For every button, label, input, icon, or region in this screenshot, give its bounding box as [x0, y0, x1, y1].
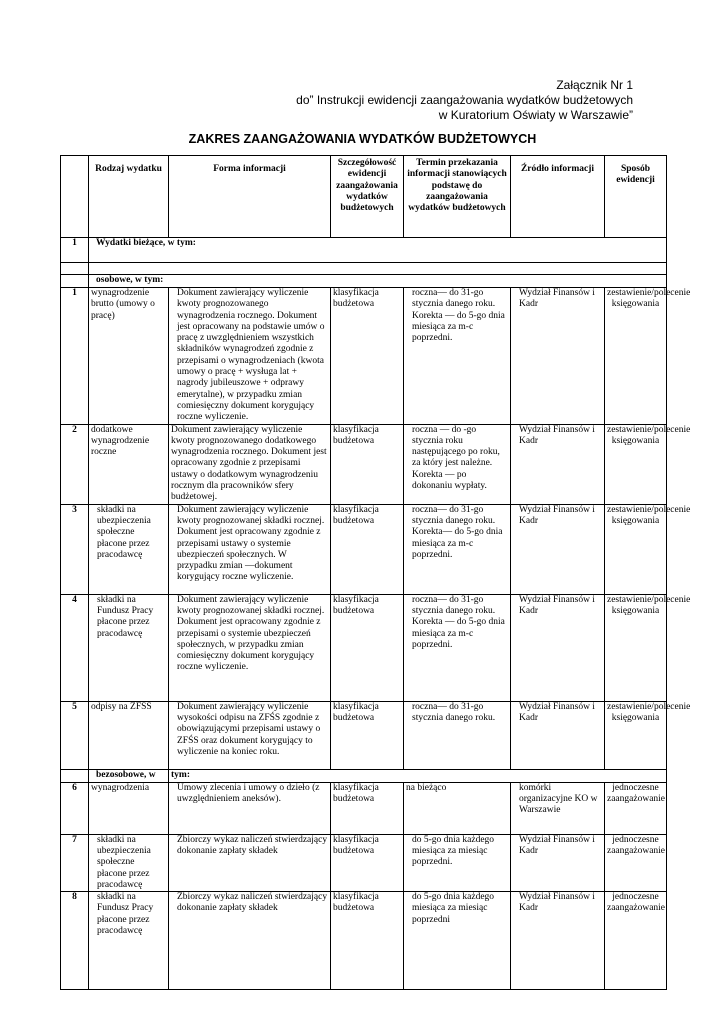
row-recording-method: jednoczesne zaangażowanie [605, 892, 667, 990]
institution-name: w Kuratorium Oświaty w Warszawie” [438, 108, 633, 122]
table-row [61, 834, 667, 891]
row-source: Wydział Finansów i Kadr [511, 834, 605, 891]
row-expense-type: składki na ubezpieczenia społeczne płacone przez pracodawcę [89, 504, 169, 594]
row-source: Wydział Finansów i Kadr [511, 504, 605, 594]
section-label: Wydatki bieżące, w tym: [89, 238, 667, 263]
section-number: 1 [61, 238, 89, 263]
row-number: 5 [61, 701, 89, 769]
row-expense-type: wynagrodzenie brutto (umowy o pracę) [89, 288, 169, 425]
header-expense-type: Rodzaj wydatku [89, 156, 169, 238]
attachment-header [296, 78, 633, 123]
subsection-non-personal [61, 769, 667, 782]
row-recording-method: zestawienie/polecenie księgowania [605, 288, 667, 425]
subsection-personal [61, 275, 667, 288]
row-deadline: do 5-go dnia każdego miesiąca za miesiąc poprzedni [404, 892, 511, 990]
row-information-form: Umowy zlecenia i umowy o dzieło (z uwzględnieniem aneksów). [169, 782, 331, 834]
header-recording-method: Sposób ewidencji [605, 156, 667, 238]
row-information-form: Dokument zawierający wyliczenie kwoty prognozowanej składki rocznej. Dokument jest opracowany zgodnie z przepisami o systemie ubezpieczeń społecznych, w przypadku zmian comiesięczny dokument korygujący roczne wyliczenie. [169, 594, 331, 701]
row-number: 8 [61, 892, 89, 990]
row-expense-type: dodatkowe wynagrodzenie roczne [89, 424, 169, 504]
header-source: Źródło informacji [511, 156, 605, 238]
row-deadline: roczna— do 31-go stycznia danego roku. Korekta — do 5-go dnia miesiąca za m-c poprzedni. [404, 288, 511, 425]
header-information-form: Forma informacji [169, 156, 331, 238]
row-expense-type: odpisy na ZFSS [89, 701, 169, 769]
row-source: Wydział Finansów i Kadr [511, 594, 605, 701]
row-source: Wydział Finansów i Kadr [511, 701, 605, 769]
table-row [61, 288, 667, 425]
row-detail-level: klasyfikacja budżetowa [331, 504, 404, 594]
subsection-label: bezosobowe, w [89, 769, 169, 782]
row-number: 3 [61, 504, 89, 594]
table-row [61, 892, 667, 990]
section-current-expenses [61, 238, 667, 263]
header-deadline: Termin przekazania informacji stanowiących podstawę do zaangażowania wydatków budżetowych [404, 156, 511, 238]
row-information-form: Dokument zawierający wyliczenie kwoty prognozowanego dodatkowego wynagrodzenia rocznego. Dokument jest opracowany zgodnie z przepisami ustawy o dodatkowym wynagrodzeniu rocznym dla pracowników sfery budżetowej. [169, 424, 331, 504]
row-number: 2 [61, 424, 89, 504]
table-row [61, 504, 667, 594]
attachment-number: Załącznik Nr 1 [556, 78, 633, 92]
row-information-form: Zbiorczy wykaz naliczeń stwierdzający dokonanie zapłaty składek [169, 834, 331, 891]
row-detail-level: klasyfikacja budżetowa [331, 424, 404, 504]
row-information-form: Zbiorczy wykaz naliczeń stwierdzający dokonanie zapłaty składek [169, 892, 331, 990]
row-expense-type: składki na Fundusz Pracy płacone przez pracodawcę [89, 892, 169, 990]
spacer-row [61, 263, 667, 275]
table-header-row [61, 156, 667, 238]
table-row [61, 424, 667, 504]
subsection-label: osobowe, w tym: [89, 275, 667, 288]
table-row [61, 701, 667, 769]
row-number: 6 [61, 782, 89, 834]
row-recording-method: zestawienie/polecenie księgowania [605, 594, 667, 701]
row-detail-level: klasyfikacja budżetowa [331, 834, 404, 891]
row-information-form: Dokument zawierający wyliczenie kwoty prognozowanego wynagrodzenia rocznego. Dokument jest opracowany na podstawie umów o pracę z uwzględnieniem wszystkich składników wynagrodzeń zgodnie z przepisami o wynagrodzeniach (kwota umowy o pracę + wysługa lat + nagrody jubileuszowe + odprawy emerytalne), w przypadku zmian comiesięczny dokument korygujący roczne wyliczenie. [169, 288, 331, 425]
header-detail-level: Szczegółowość ewidencji zaangażowania wydatków budżetowych [331, 156, 404, 238]
row-deadline: roczna— do 31-go stycznia danego roku. [404, 701, 511, 769]
row-detail-level: klasyfikacja budżetowa [331, 701, 404, 769]
row-number: 1 [61, 288, 89, 425]
row-deadline: roczna — do -go stycznia roku następującego po roku, za który jest należne. Korekta — po dokonaniu wypłaty. [404, 424, 511, 504]
row-recording-method: zestawienie/polecenie księgowania [605, 504, 667, 594]
instruction-reference: do” Instrukcji ewidencji zaangażowania wydatków budżetowych [296, 93, 633, 107]
row-source: komórki organizacyjne KO w Warszawie [511, 782, 605, 834]
row-source: Wydział Finansów i Kadr [511, 288, 605, 425]
row-source: Wydział Finansów i Kadr [511, 892, 605, 990]
row-recording-method: jednoczesne zaangażowanie [605, 782, 667, 834]
row-expense-type: składki na ubezpieczenia społeczne płacone przez pracodawcę [89, 834, 169, 891]
row-deadline: na bieżąco [404, 782, 511, 834]
row-source: Wydział Finansów i Kadr [511, 424, 605, 504]
row-number: 4 [61, 594, 89, 701]
row-deadline: roczna— do 31-go stycznia danego roku. Korekta — do 5-go dnia miesiąca za m-c poprzedni. [404, 594, 511, 701]
table-row [61, 782, 667, 834]
row-expense-type: wynagrodzenia [89, 782, 169, 834]
row-deadline: roczna— do 31-go stycznia danego roku. Korekta— do 5-go dnia miesiąca za m-c poprzedni. [404, 504, 511, 594]
row-recording-method: jednoczesne zaangażowanie [605, 834, 667, 891]
row-recording-method: zestawienie/polecenie księgowania [605, 701, 667, 769]
document-title: ZAKRES ZAANGAŻOWANIA WYDATKÓW BUDŻETOWYCH [188, 132, 537, 146]
row-recording-method: zestawienie/polecenie księgowania [605, 424, 667, 504]
row-detail-level: klasyfikacja budżetowa [331, 782, 404, 834]
row-number: 7 [61, 834, 89, 891]
row-information-form: Dokument zawierający wyliczenie kwoty prognozowanej składki rocznej. Dokument jest opracowany zgodnie z przepisami ustawy o systemie ubezpieczeń społecznych. W przypadku zmian —dokument korygujący roczne wyliczenie. [169, 504, 331, 594]
commitment-scope-table [60, 155, 691, 990]
row-expense-type: składki na Fundusz Pracy płacone przez pracodawcę [89, 594, 169, 701]
row-detail-level: klasyfikacja budżetowa [331, 288, 404, 425]
header-lp [61, 156, 89, 238]
row-information-form: Dokument zawierający wyliczenie wysokości odpisu na ZFŚS zgodnie z obowiązującymi przepisami ustawy o ZFŚS oraz dokument korygujący to wyliczenie na koniec roku. [169, 701, 331, 769]
subsection-label-cont: tym: [169, 769, 667, 782]
row-detail-level: klasyfikacja budżetowa [331, 892, 404, 990]
row-detail-level: klasyfikacja budżetowa [331, 594, 404, 701]
table-row [61, 594, 667, 701]
row-deadline: do 5-go dnia każdego miesiąca za miesiąc poprzedni. [404, 834, 511, 891]
